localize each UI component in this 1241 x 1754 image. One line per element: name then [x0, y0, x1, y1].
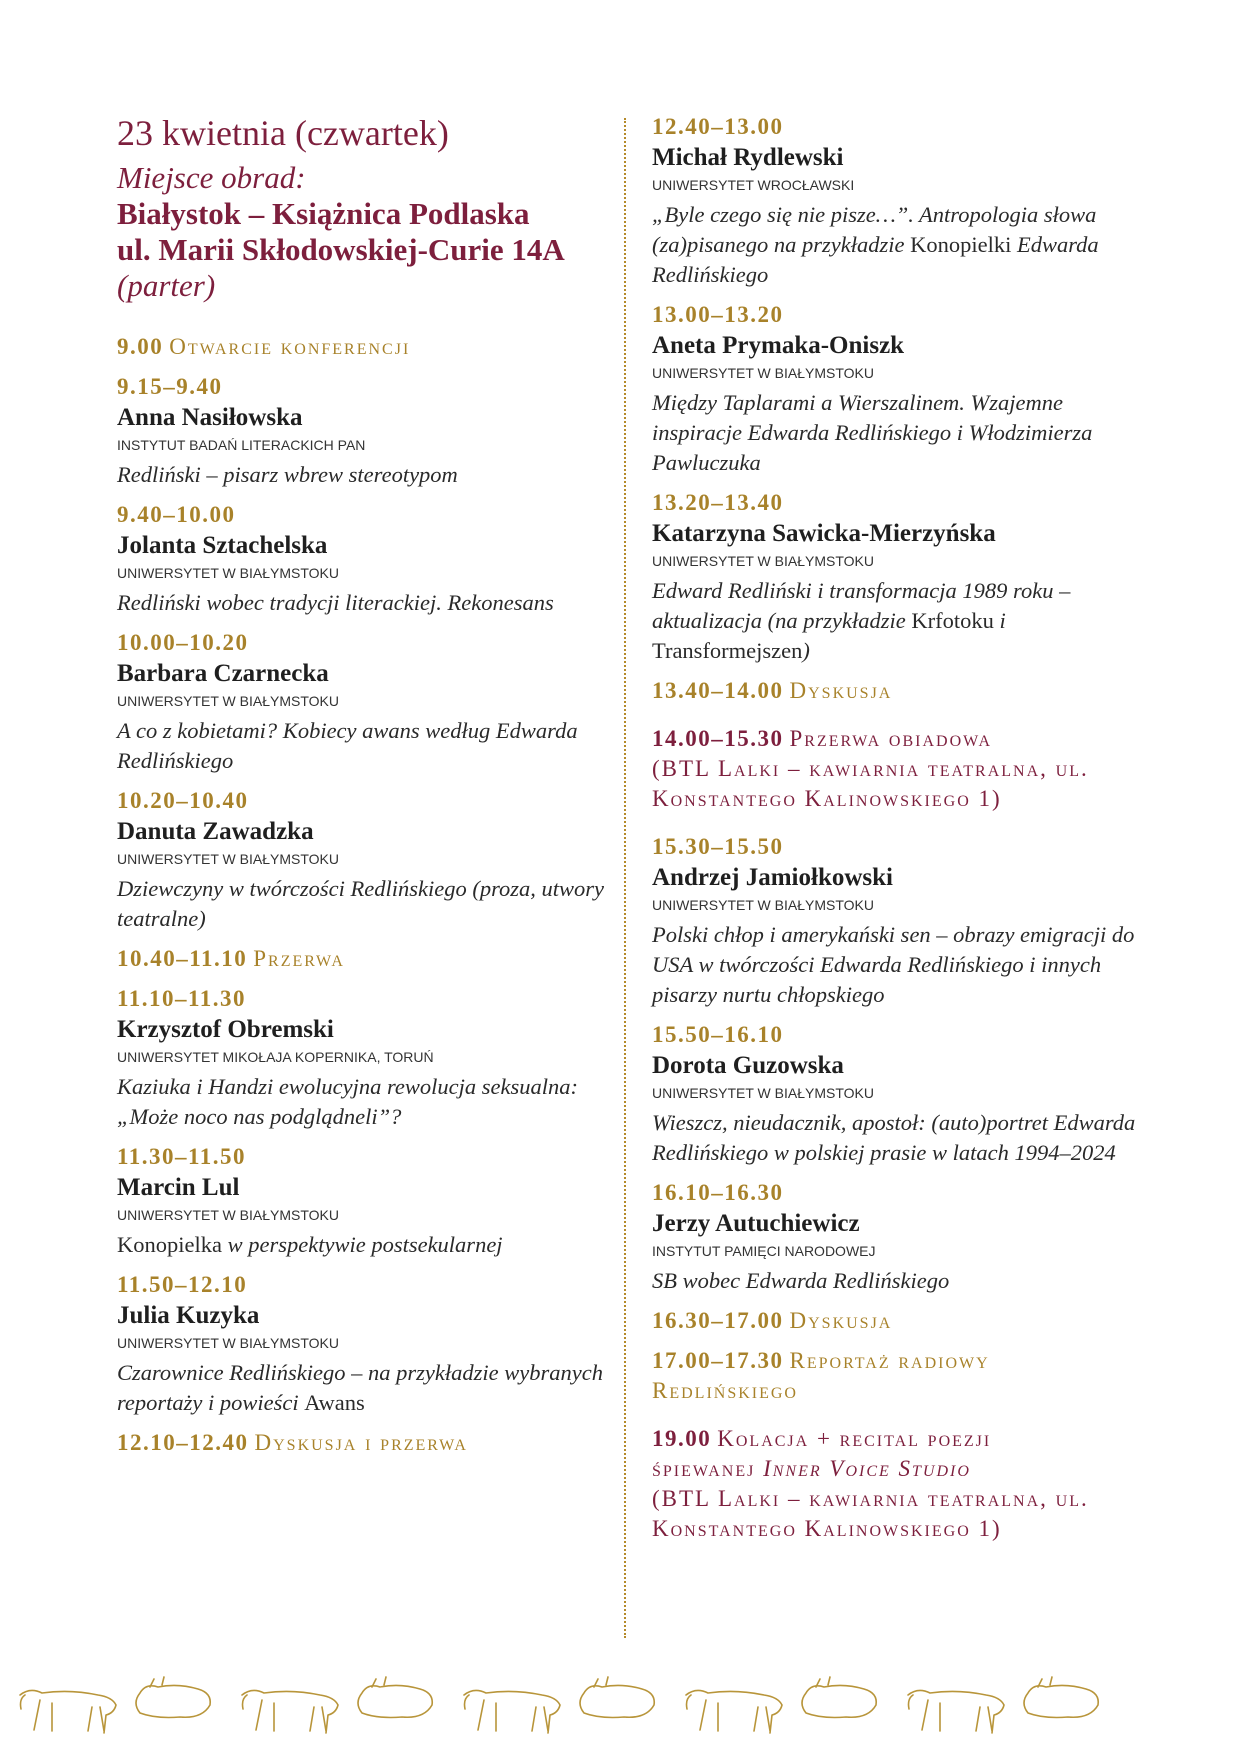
slot-discussion	[652, 1306, 1152, 1336]
left-column	[117, 112, 612, 1468]
slot-opening	[117, 332, 612, 362]
slot-discussion	[652, 676, 1152, 706]
slot-title: Przerwa obiadowa	[789, 726, 993, 751]
speaker-name: Danuta Zawadzka	[117, 818, 314, 845]
slot-title-cont: Redlińskiego	[652, 1378, 798, 1403]
talk-title: Redliński wobec tradycji literackiej. Rekonesans	[117, 590, 554, 615]
book-title: Konopielka	[117, 1232, 222, 1257]
cow-drawing-icon	[20, 1677, 210, 1733]
talk-title-part: „Byle czego się nie pisze…”. Antropologia słowa (za)pisanego na przykładzie	[652, 202, 1097, 257]
slot-talk	[652, 1178, 1152, 1296]
talk-title-part: Edward Redliński i transformacja 1989 roku – aktualizacja (na przykładzie	[652, 578, 1071, 633]
speaker-affiliation: UNIWERSYTET W BIAŁYMSTOKU	[652, 1085, 874, 1101]
slot-time: 17.00–17.30	[652, 1348, 784, 1373]
speaker-affiliation: UNIWERSYTET MIKOŁAJA KOPERNIKA, TORUŃ	[117, 1049, 434, 1065]
talk-title: A co z kobietami? Kobiecy awans według Edwarda Redlińskiego	[117, 718, 578, 773]
slot-talk	[117, 1142, 612, 1260]
speaker-affiliation: UNIWERSYTET W BIAŁYMSTOKU	[117, 693, 339, 709]
slot-time: 9.00	[117, 334, 164, 359]
speaker-affiliation: UNIWERSYTET W BIAŁYMSTOKU	[117, 851, 339, 867]
speaker-name: Marcin Lul	[117, 1174, 240, 1201]
slot-time: 13.40–14.00	[652, 678, 784, 703]
speaker-name: Katarzyna Sawicka-Mierzyńska	[652, 520, 996, 547]
talk-title-part: Czarownice Redlińskiego – na przykładzie wybranych reportaży i powieści	[117, 1360, 603, 1415]
talk-title: Dziewczyny w twórczości Redlińskiego (proza, utwory teatralne)	[117, 876, 605, 931]
talk-title	[117, 1230, 612, 1260]
speaker-affiliation: UNIWERSYTET W BIAŁYMSTOKU	[117, 1207, 339, 1223]
slot-talk	[117, 1270, 612, 1418]
slot-time: 13.00–13.20	[652, 302, 784, 327]
talk-title: Polski chłop i amerykański sen – obrazy emigracji do USA w twórczości Edwarda Redlińskiego i innych pisarzy nurtu chłopskiego	[652, 922, 1135, 1007]
cow-drawing-icon	[242, 1677, 432, 1733]
slot-time: 12.40–13.00	[652, 114, 784, 139]
speaker-name: Anna Nasiłowska	[117, 404, 303, 431]
cow-drawing-icon	[908, 1677, 1098, 1733]
book-title: Transformejszen	[652, 638, 803, 663]
talk-title: Wieszcz, nieudacznik, apostoł: (auto)portret Edwarda Redlińskiego w polskiej prasie w latach 1994–2024	[652, 1110, 1136, 1165]
speaker-affiliation: INSTYTUT BADAŃ LITERACKICH PAN	[117, 437, 366, 453]
slot-time: 19.00	[652, 1426, 712, 1451]
talk-title-conj: i	[993, 608, 1006, 633]
slot-lunch-break	[652, 724, 1152, 814]
speaker-name: Aneta Prymaka-Oniszk	[652, 332, 905, 359]
slot-subtitle	[652, 1454, 1152, 1484]
slot-talk	[117, 984, 612, 1132]
book-title: Krfotoku	[911, 608, 994, 633]
slot-time: 11.10–11.30	[117, 986, 246, 1011]
speaker-name: Dorota Guzowska	[652, 1052, 844, 1079]
slot-time: 15.50–16.10	[652, 1022, 784, 1047]
studio-name-rest: Studio	[890, 1456, 971, 1481]
slot-dinner	[652, 1424, 1152, 1544]
slot-talk	[652, 300, 1152, 478]
venue-note: (parter)	[117, 268, 216, 303]
column-divider	[624, 118, 626, 1638]
speaker-name: Jerzy Autuchiewicz	[652, 1210, 860, 1237]
cow-drawing-icon	[686, 1677, 876, 1733]
speaker-affiliation: INSTYTUT PAMIĘCI NARODOWEJ	[652, 1243, 876, 1259]
slot-title: Kolacja + recital poezji	[717, 1426, 992, 1451]
slot-time: 9.15–9.40	[117, 374, 223, 399]
right-column	[652, 112, 1152, 1554]
talk-title	[117, 1358, 612, 1418]
venue-line1: Białystok – Książnica Podlaska	[117, 196, 530, 231]
speaker-affiliation: UNIWERSYTET W BIAŁYMSTOKU	[652, 365, 874, 381]
studio-name-italic: Inner Voice	[763, 1456, 891, 1481]
slot-subtitle-a: śpiewanej	[652, 1456, 764, 1481]
slot-talk	[652, 488, 1152, 666]
slot-talk	[117, 786, 612, 934]
talk-title	[652, 200, 1152, 290]
cow-drawing-icon	[464, 1677, 654, 1733]
footer-cow-drawings	[0, 1665, 1241, 1745]
talk-title: Między Taplarami a Wierszalinem. Wzajemne inspiracje Edwarda Redlińskiego i Włodzimierza Pawluczuka	[652, 390, 1093, 475]
speaker-name: Jolanta Sztachelska	[117, 532, 328, 559]
slot-title: Otwarcie konferencji	[169, 334, 411, 359]
venue-label: Miejsce obrad:	[117, 160, 306, 195]
talk-title: Redliński – pisarz wbrew stereotypom	[117, 462, 458, 487]
speaker-name: Andrzej Jamiołkowski	[652, 864, 893, 891]
slot-break	[117, 1428, 612, 1458]
slot-time: 15.30–15.50	[652, 834, 784, 859]
slot-radio-report	[652, 1346, 1152, 1406]
slot-title: Dyskusja	[789, 678, 893, 703]
speaker-affiliation: UNIWERSYTET WROCŁAWSKI	[652, 177, 855, 193]
slot-time: 11.30–11.50	[117, 1144, 246, 1169]
talk-title-rest: )	[802, 638, 810, 663]
slot-time: 12.10–12.40	[117, 1430, 249, 1455]
slot-title: Reportaż radiowy	[789, 1348, 990, 1373]
slot-talk	[117, 628, 612, 776]
book-title: Awans	[304, 1390, 365, 1415]
talk-title: SB wobec Edwarda Redlińskiego	[652, 1268, 950, 1293]
slot-time: 9.40–10.00	[117, 502, 236, 527]
slot-title: Dyskusja i przerwa	[254, 1430, 468, 1455]
slot-time: 11.50–12.10	[117, 1272, 248, 1297]
slot-talk	[117, 372, 612, 490]
talk-title	[652, 576, 1152, 666]
slot-break	[117, 944, 612, 974]
slot-time: 13.20–13.40	[652, 490, 784, 515]
slot-time: 16.10–16.30	[652, 1180, 784, 1205]
slot-location: (BTL Lalki – kawiarnia teatralna, ul. Konstantego Kalinowskiego 1)	[652, 1486, 1089, 1541]
slot-talk	[117, 500, 612, 618]
speaker-name: Barbara Czarnecka	[117, 660, 329, 687]
venue-line2: ul. Marii Skłodowskiej-Curie 14A	[117, 232, 565, 267]
talk-title-rest: Edwarda Redlińskiego	[652, 232, 1099, 287]
slot-time: 14.00–15.30	[652, 726, 784, 751]
talk-title: Kaziuka i Handzi ewolucyjna rewolucja seksualna: „Może noco nas podglądneli”?	[117, 1074, 578, 1129]
slot-time: 10.40–11.10	[117, 946, 248, 971]
slot-title: Przerwa	[253, 946, 345, 971]
speaker-affiliation: UNIWERSYTET W BIAŁYMSTOKU	[652, 897, 874, 913]
slot-time: 16.30–17.00	[652, 1308, 784, 1333]
slot-talk	[652, 112, 1152, 290]
talk-title-rest: w perspektywie postsekularnej	[221, 1232, 503, 1257]
slot-talk	[652, 832, 1152, 1010]
speaker-name: Michał Rydlewski	[652, 144, 844, 171]
book-title: Konopielki	[910, 232, 1012, 257]
slot-talk	[652, 1020, 1152, 1168]
slot-title: Dyskusja	[789, 1308, 893, 1333]
speaker-name: Julia Kuzyka	[117, 1302, 260, 1329]
speaker-affiliation: UNIWERSYTET W BIAŁYMSTOKU	[117, 565, 339, 581]
speaker-name: Krzysztof Obremski	[117, 1016, 334, 1043]
speaker-affiliation: UNIWERSYTET W BIAŁYMSTOKU	[117, 1335, 339, 1351]
page-title: 23 kwietnia (czwartek)	[117, 113, 449, 153]
slot-time: 10.20–10.40	[117, 788, 249, 813]
slot-time: 10.00–10.20	[117, 630, 249, 655]
slot-location: (BTL Lalki – kawiarnia teatralna, ul. Konstantego Kalinowskiego 1)	[652, 756, 1089, 811]
speaker-affiliation: UNIWERSYTET W BIAŁYMSTOKU	[652, 553, 874, 569]
